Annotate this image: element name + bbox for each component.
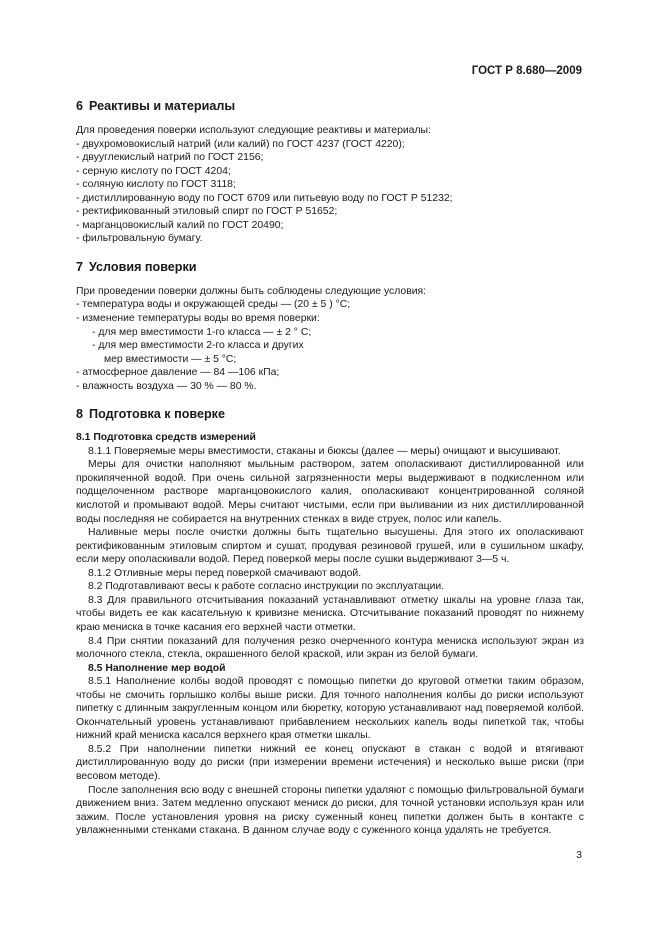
section-6-number: 6 [76,99,84,113]
section-7-intro: При проведении поверки должны быть соблюдены следующие условия: [76,285,427,297]
section-6-heading [76,98,584,114]
section-8-title: Подготовка к поверке [89,407,225,422]
list-item: - двухромовокислый натрий (или калий) по ГОСТ 4237 (ГОСТ 4220); [76,138,405,150]
section-7-number: 7 [76,259,84,274]
section-8-number: 8 [76,407,84,422]
paragraph-8-5-1: 8.5.1 Наполнение колбы водой проводят с помощью пипетки до круговой отметки таким образом, чтобы не смочить горлышко колбы выше риски. Для точного наполнения колбы до риски используют пипетку с длинным закругленным концом или бюретку, которую устанавливают над поверяемой колбой. Окончательный уровень устанавливают прибавлением нескольких капель воды пипеткой так, чтобы нижний край мениска касался верхнего края отметки шкалы. [76,676,584,742]
paragraph-8-5-2-continued: После заполнения всю воду с внешней стороны пипетки удаляют с помощью фильтровальной бумаги движением вниз. Затем медленно опускают мениск до риски, для точной установки используя кран или зажим. После установления уровня на риску суженный конец пипетки должен быть в контакте с увлажненными стенками стакана. В данном случае воду с суженного конца удалять не требуется. [76,784,584,837]
list-subitem-continued: мер вместимости — ± 5 °С; [104,353,237,365]
paragraph-8-3: 8.3 Для правильного отсчитывания показаний устанавливают отметку шкалы на уровне глаза так, чтобы видеть ее как касательную к кривизне мениска. Отсчитывание показаний проводят по нижнему краю мениска в точке касания его верхней части отметки. [76,594,584,633]
paragraph-8-1-1-cleaning: Меры для очистки наполняют мыльным раствором, затем ополаскивают дистиллированной или прокипяченной водой. При очень сильной загрязненности меры выдерживают в подкисленном или подщелоченном растворе марганцовокислого калия, ополаскивают концентрированной соляной кислотой и промывают водой. Меры считают чистыми, если при выливании из них дистиллированной воды последняя не собирается на внутренних стенках в виде струек, полос или капель. [76,459,584,525]
section-7-title: Условия поверки [89,259,197,274]
paragraph-8-4: 8.4 При снятии показаний для получения резко очерченного контура мениска используют экран из молочного стекла, стекла, окрашенного белой краской, или экран из белой бумаги. [76,635,584,661]
page-number: 3 [576,850,582,861]
section-6-list [76,138,584,246]
paragraph-8-1-1-drying: Наливные меры после очистки должны быть тщательно высушены. Для этого их ополаскивают ректификованным этиловым спиртом и сушат, продувая резиновой грушей, или в сушильном шкафу, если меру ополаскивали водой. Перед поверкой меры после сушки выдерживают 3—5 ч. [76,527,584,566]
document-header: ГОСТ Р 8.680—2009 [471,65,582,77]
paragraph-8-1-2: 8.1.2 Отливные меры перед поверкой смачивают водой. [88,567,362,579]
list-item: - атмосферное давление — 84 —106 кПа; [76,367,280,379]
list-item: - серную кислоту по ГОСТ 4204; [76,165,231,177]
section-6-title: Реактивы и материалы [89,99,236,113]
list-item: - влажность воздуха — 30 % — 80 %. [76,380,257,392]
list-item: - марганцовокислый калий по ГОСТ 20490; [76,219,284,231]
paragraph-8-1-1: 8.1.1 Поверяемые меры вместимости, стаканы и бюксы (далее — меры) очищают и высушивают. [88,445,561,457]
document-body [76,98,584,838]
list-item: - соляную кислоту по ГОСТ 3118; [76,179,236,191]
section-7-list [76,298,584,393]
list-item: - температура воды и окружающей среды — (20 ± 5 ) °С; [76,299,351,311]
list-item: - ректификованный этиловый спирт по ГОСТ Р 51652; [76,206,338,218]
section-6-intro: Для проведения поверки используют следующие реактивы и материалы: [76,125,431,136]
section-8-heading [76,406,584,422]
list-subitem: - для мер вместимости 2-го класса и других [92,340,304,352]
paragraph-8-5-2: 8.5.2 При наполнении пипетки нижний ее конец опускают в стакан с водой и втягивают дистиллированную воду до риски (при измерении времени истечения) и несколько выше риски (при весовом методе). [76,743,584,782]
section-7-heading [76,259,584,275]
list-item: - изменение температуры воды во время поверки: [76,313,320,325]
list-item: - фильтровальную бумагу. [76,233,203,245]
list-item: - дистиллированную воду по ГОСТ 6709 или питьевую воду по ГОСТ Р 51232; [76,192,453,204]
subsection-8-5-heading: 8.5 Наполнение мер водой [88,662,226,674]
paragraph-8-2: 8.2 Подготавливают весы к работе согласно инструкции по эксплуатации. [88,581,445,593]
list-item: - двууглекислый натрий по ГОСТ 2156; [76,152,264,164]
list-subitem: - для мер вместимости 1-го класса — ± 2 ° С; [92,326,312,338]
subsection-8-1-heading: 8.1 Подготовка средств измерений [76,432,256,444]
